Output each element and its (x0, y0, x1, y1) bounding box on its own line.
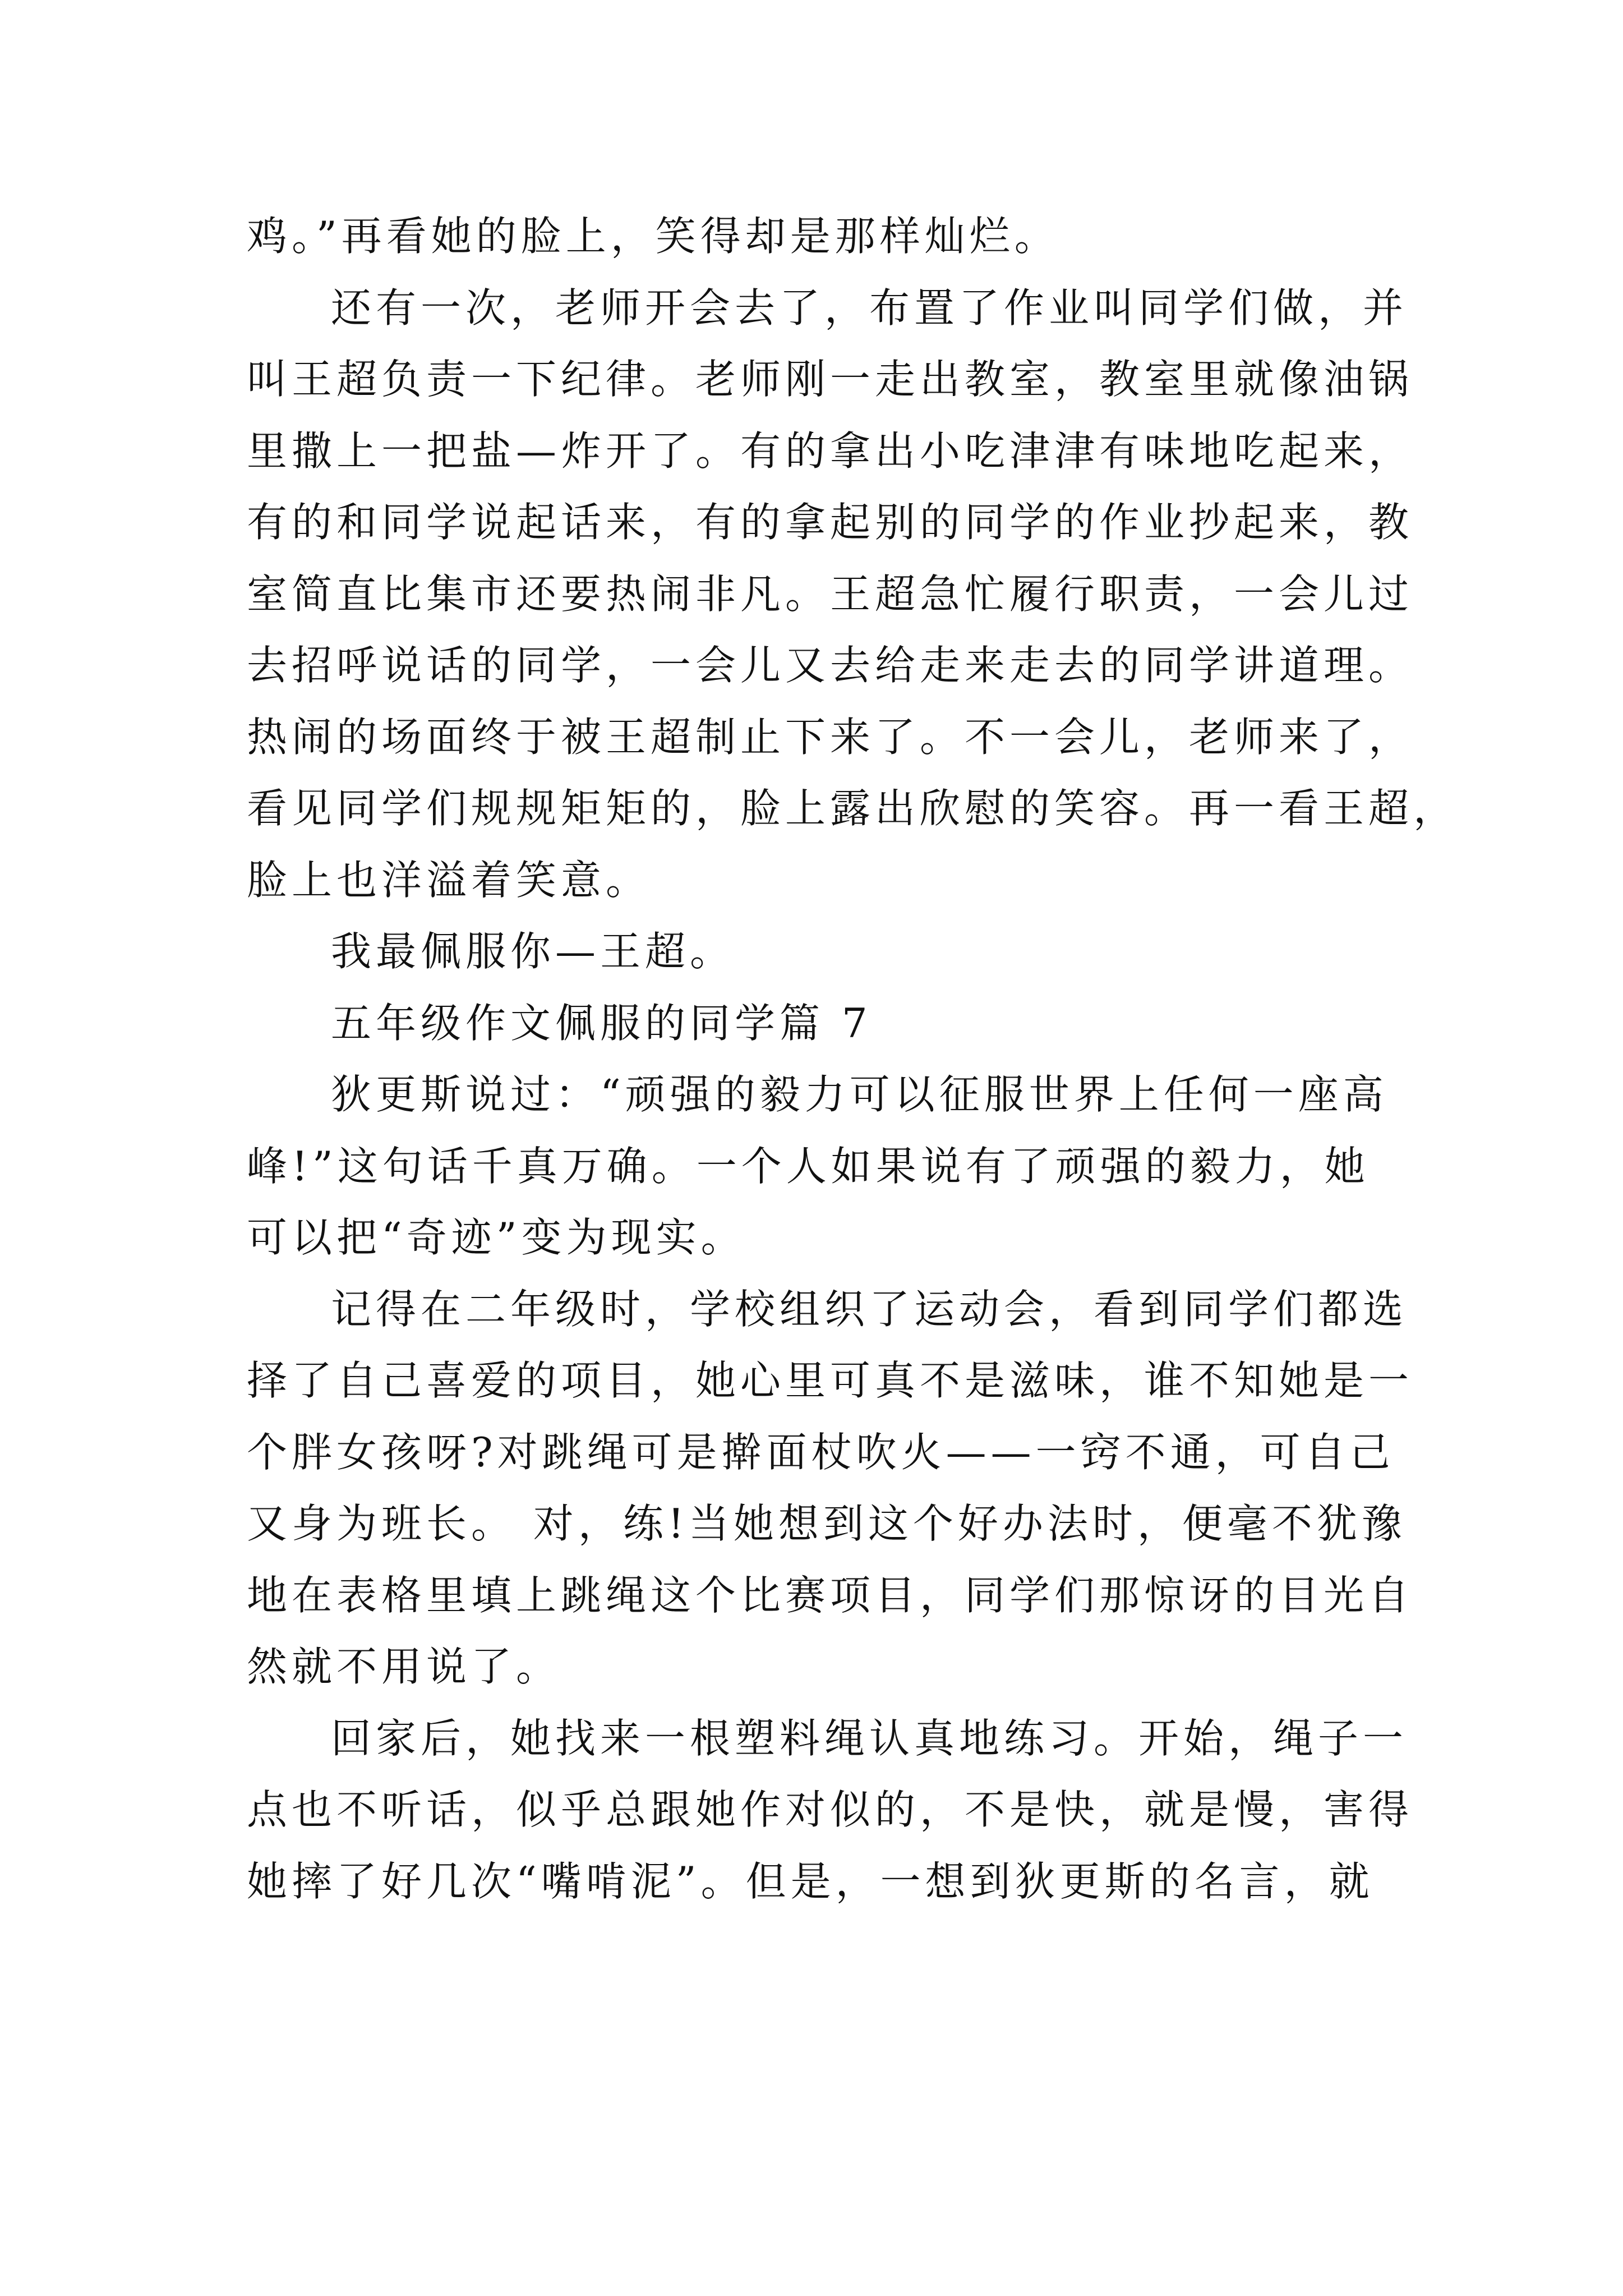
text-line: 个胖女孩呀?对跳绳可是擀面杖吹火——一窍不通，可自己 (247, 1428, 1395, 1476)
text-line: 热闹的场面终于被王超制止下来了。不一会儿，老师来了， (247, 713, 1414, 761)
text-line: 择了自己喜爱的项目，她心里可真不是滋味，谁不知她是一 (247, 1357, 1414, 1404)
text-line: 去招呼说话的同学，一会儿又去给走来走去的同学讲道理。 (247, 642, 1414, 689)
text-line: 鸡。”再看她的脸上，笑得却是那样灿烂。 (247, 213, 1059, 260)
text-line: 狄更斯说过：“顽强的毅力可以征服世界上任何一座高 (331, 1071, 1388, 1118)
text-line: 然就不用说了。 (247, 1643, 561, 1690)
text-line: 她摔了好几次“嘴啃泥”。但是，一想到狄更斯的名言，就 (247, 1857, 1374, 1905)
text-line: 点也不听话，似乎总跟她作对似的，不是快，就是慢，害得 (247, 1786, 1414, 1833)
text-line: 还有一次，老师开会去了，布置了作业叫同学们做，并 (331, 284, 1408, 332)
text-line: 峰!”这句话千真万确。一个人如果说有了顽强的毅力，她 (247, 1142, 1370, 1190)
text-line: 可以把“奇迹”变为现实。 (247, 1214, 746, 1261)
text-line: 里撒上一把盐—炸开了。有的拿出小吃津津有味地吃起来， (247, 427, 1414, 475)
text-line: 叫王超负责一下纪律。老师刚一走出教室，教室里就像油锅 (247, 356, 1414, 403)
text-line: 我最佩服你—王超。 (331, 928, 735, 975)
essay-text (247, 201, 1459, 1917)
section-heading: 五年级作文佩服的同学篇 7 (331, 999, 872, 1047)
text-line: 地在表格里填上跳绳这个比赛项目，同学们那惊讶的目光自 (247, 1571, 1414, 1619)
text-line: 有的和同学说起话来，有的拿起别的同学的作业抄起来，教 (247, 499, 1414, 546)
text-line: 看见同学们规规矩矩的，脸上露出欣慰的笑容。再一看王超， (247, 785, 1459, 832)
text-line: 室简直比集市还要热闹非凡。王超急忙履行职责，一会儿过 (247, 570, 1414, 618)
text-line: 脸上也洋溢着笑意。 (247, 856, 651, 904)
text-line: 记得在二年级时，学校组织了运动会，看到同学们都选 (331, 1285, 1408, 1333)
text-line: 回家后，她找来一根塑料绳认真地练习。开始，绳子一 (331, 1714, 1408, 1762)
text-line: 又身为班长。 对，练!当她想到这个好办法时，便毫不犹豫 (247, 1500, 1407, 1547)
